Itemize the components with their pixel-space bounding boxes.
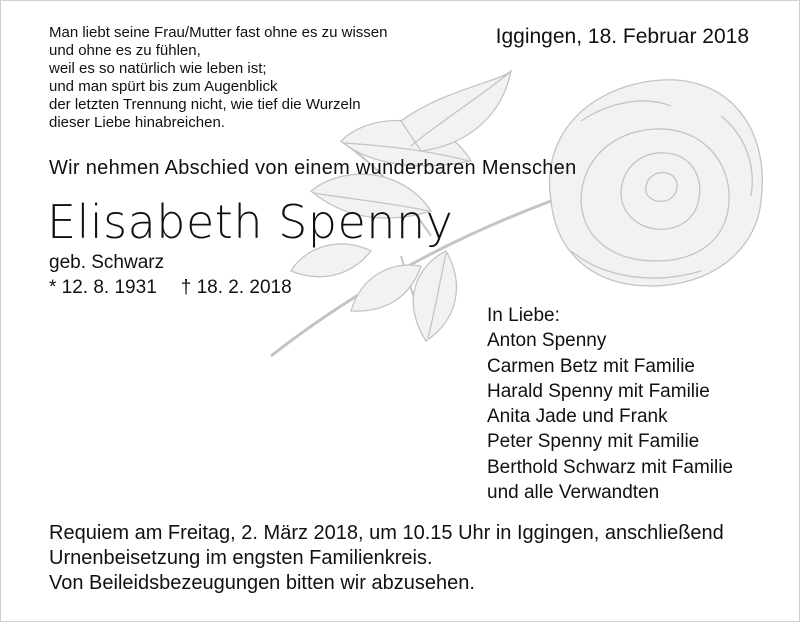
service-line: Urnenbeisetzung im engsten Familienkreis. xyxy=(49,547,433,569)
mourner-name: Berthold Schwarz mit Familie xyxy=(487,456,734,478)
mourner-name: Anton Spenny xyxy=(487,330,607,352)
service-line: Requiem am Freitag, 2. März 2018, um 10.15 Uhr in Iggingen, anschließend xyxy=(49,522,724,544)
poem-line: Man liebt seine Frau/Mutter fast ohne es zu wissen xyxy=(49,24,388,41)
poem-line: und ohne es zu fühlen, xyxy=(49,42,201,59)
mourners-list xyxy=(487,303,733,505)
mourners-heading: In Liebe: xyxy=(487,305,560,326)
mourner-name: Peter Spenny mit Familie xyxy=(487,431,700,453)
poem xyxy=(49,24,469,132)
birth-date: * 12. 8. 1931 xyxy=(49,277,157,298)
mourner-name: und alle Verwandten xyxy=(487,482,660,504)
maiden-name: geb. Schwarz xyxy=(49,252,165,273)
place-date: Iggingen, 18. Februar 2018 xyxy=(495,25,749,48)
deceased-name: Elisabeth Spenny xyxy=(47,195,454,249)
poem-line: und man spürt bis zum Augenblick xyxy=(49,78,278,95)
farewell-line: Wir nehmen Abschied von einem wunderbaren Menschen xyxy=(49,157,577,179)
service-details xyxy=(49,521,769,596)
poem-line: der letzten Trennung nicht, wie tief die Wurzeln xyxy=(49,96,361,113)
mourner-name: Anita Jade und Frank xyxy=(487,406,668,428)
life-dates xyxy=(49,277,292,299)
mourner-name: Carmen Betz mit Familie xyxy=(487,355,695,377)
mourner-name: Harald Spenny mit Familie xyxy=(487,380,710,402)
poem-line: dieser Liebe hinabreichen. xyxy=(49,114,225,131)
service-line: Von Beileidsbezeugungen bitten wir abzusehen. xyxy=(49,572,475,594)
poem-line: weil es so natürlich wie leben ist; xyxy=(49,60,267,77)
death-date: † 18. 2. 2018 xyxy=(180,277,292,298)
